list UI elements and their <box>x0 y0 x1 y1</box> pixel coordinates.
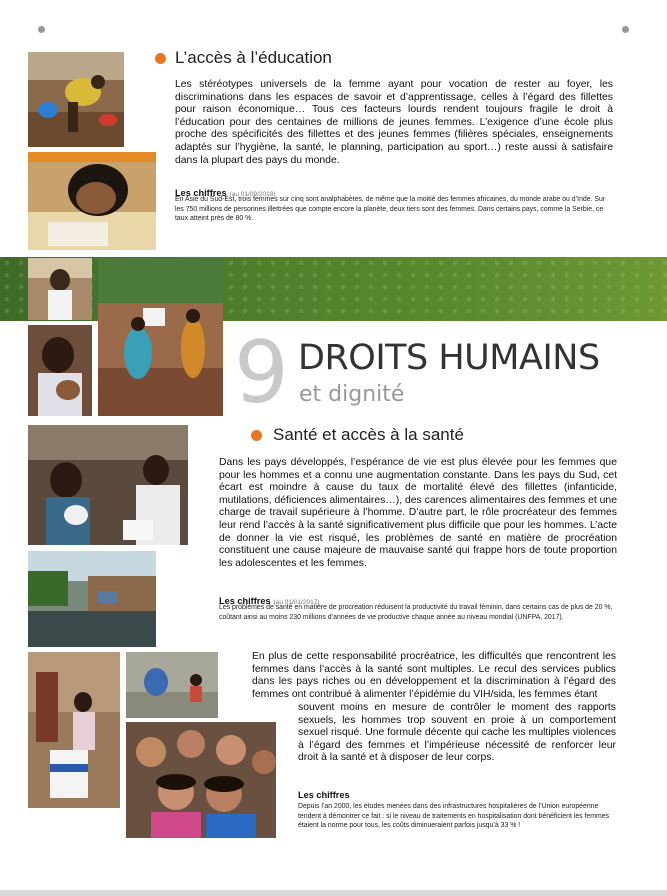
section-bullet <box>251 430 262 441</box>
photo-girls-washing <box>28 52 124 147</box>
corner-dot-right <box>622 26 629 33</box>
health-body-text-part1: En plus de cette responsabilité procréatrice, les difficultés que rencontrent les femmes dans l’accès à la santé sont multiples. Le recul des services publics dans les pays riches ou en développement et la discrimination à l’égard des femmes ont contribué à alimenter l’épidémie du VIH/sida, les femmes étant <box>252 651 616 700</box>
health-body-text: Dans les pays développés, l’espérance de vie est plus élevée pour les femmes que pour les hommes et a connu une augmentation constante. Dans les pays du Sud, cet écart est moindre à cause du taux de mortalité élevé des fillettes (infanticide, mutilations, déficiences alimentaires…), des carences alimentaires des femmes et une charge de travail supérieure à l’homme. D’autre part, le rôle procréateur des femmes leur rend l’accès à la santé significativement plus difficile que pour les hommes. L’acte de donner la vie est risqué, les problèmes de santé en matière de procréation constituent une cause majeure de mauvaise santé qui frappe hors de toute proportion les adolescentes et les femmes. <box>219 457 617 569</box>
health-figures2-title: Les chiffres <box>298 790 350 800</box>
figures-date: (au 01/01/2017) <box>273 599 320 606</box>
page-bottom-bar <box>0 890 667 896</box>
section-bullet <box>155 53 166 64</box>
photo-girl-writing <box>28 152 156 250</box>
section-title-education: L’accès à l’éducation <box>175 48 332 67</box>
education-body-text: Les stéréotypes universels de la femme ayant pour vocation de rester au foyer, les discriminations dans les espaces de savoir et d’apprentissage, celles à l’égard des fillettes pour raison économique… Tous ces facteurs lourds rendent toujours fragile le droit à l’éducation pour des centaines de millions de jeunes femmes. L’exigence d’une école plus proche des spécificités des fillettes et des jeunes femmes (filières spéciales, enseignements adaptés sur l’hygiène, la santé, le planning, participation au sport…) reste aussi à satisfaire dans la plupart des pays du monde. <box>175 79 613 166</box>
education-figures-text: En Asie du Sud-Est, trois femmes sur cinq sont analphabètes, de même que la moitié des femmes africaines, du monde arabe ou d’Inde. Sur les 750 millions de personnes illettrées que compte encore la planète, deux tiers sont des femmes. Dans certains pays, comme la Serbie, ce taux atteint près de 80 %. <box>175 196 606 223</box>
photo-flooded-houses <box>28 551 156 647</box>
photo-woman-crouching <box>126 652 218 718</box>
corner-dot-left <box>38 26 45 33</box>
photo-mother-child <box>28 325 92 416</box>
section-title-health: Santé et accès à la santé <box>273 425 464 444</box>
photo-group-children <box>126 722 276 838</box>
health-figures-text: Les problèmes de santé en matière de procréation réduisent la productivité du travail féminin, dans certains cas de plus de 20 %, coûtant ainsi au moins 230 millions d’années de vie productive chaque année au niveau mondial (UNFPA, 2017). <box>219 604 613 621</box>
chapter-number: 9 <box>234 323 289 423</box>
health-body-text-part2: souvent moins en mesure de contrôler le moment des rapports sexuels, les hommes trop souvent en proie à un comportement sexuel risqué. Une formule décente qui cache les multiples violences à l’égard des femmes et l’impérieuse nécessité de renforcer leur droit à la santé et à disposer de leur corps. <box>298 702 616 764</box>
figures-date: (au 01/09/2018) <box>229 191 276 198</box>
chapter-subtitle: et dignité <box>299 382 405 407</box>
figures-title: Les chiffres <box>175 188 227 198</box>
chapter-title: DROITS HUMAINS <box>298 338 600 378</box>
photo-girl-portrait <box>28 258 92 320</box>
figures-title: Les chiffres <box>219 596 271 606</box>
photo-girl-water-bucket <box>28 652 120 808</box>
photo-market-women <box>98 258 223 416</box>
photo-doctor-consultation <box>28 425 188 545</box>
health-figures2-text: Depuis l’an 2000, les études menées dans des infrastructures hospitalières de l’Union européenne tendent à démontrer ce fait : si le niveau de traitements en hospitalisation dont bénéficient les femmes étaient la norme pour tous, les coûts diminueraient parfois jusqu’à 33 % ! <box>298 803 610 830</box>
